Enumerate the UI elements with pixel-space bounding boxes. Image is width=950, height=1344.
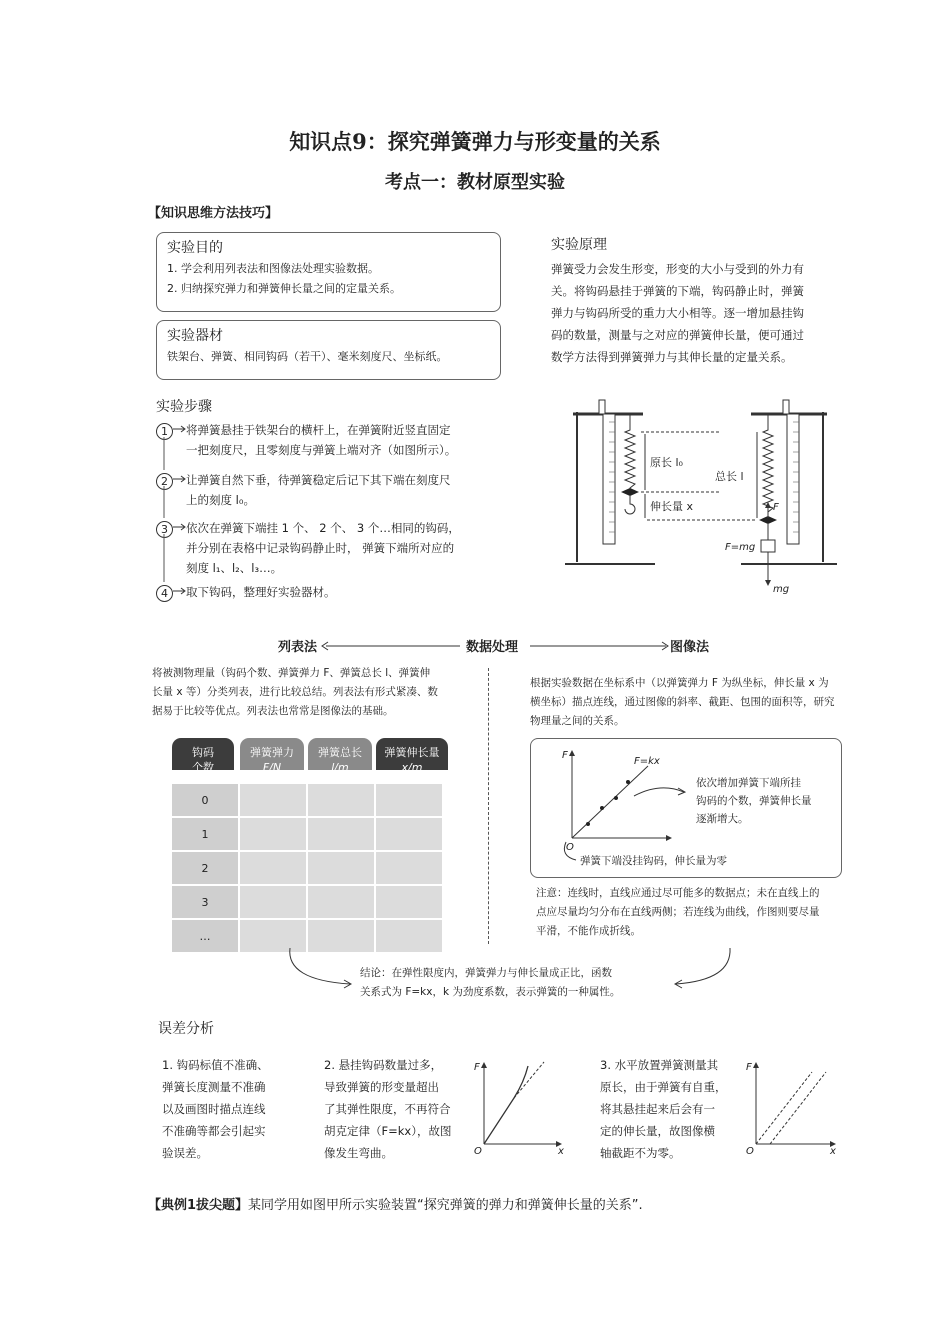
hooke-graph bbox=[530, 738, 840, 876]
error-title: 误差分析 bbox=[158, 1021, 214, 1037]
step-item bbox=[156, 420, 526, 457]
weight-label: mg bbox=[773, 584, 790, 595]
graph-note: 依次增加弹簧下端所挂 bbox=[696, 777, 801, 789]
svg-text:F: F bbox=[474, 1062, 480, 1073]
graph-method-desc bbox=[530, 674, 860, 731]
step-text: 让弹簧自然下垂，待弹簧稳定后记下其下端在刻度尺 bbox=[186, 473, 451, 487]
example-text: 某同学用如图甲所示实验装置“探究弹簧的弹力和弹簧伸长量的关系”. bbox=[248, 1198, 643, 1213]
step-number: 1 bbox=[156, 423, 173, 440]
step-number: 2 bbox=[156, 473, 173, 490]
table-header-cell: 弹簧总长 l/m bbox=[308, 738, 372, 770]
step-text: 取下钩码，整理好实验器材。 bbox=[186, 585, 336, 599]
error-graph-2 bbox=[470, 1058, 570, 1158]
table-header-cell: 钩码 个数 bbox=[172, 738, 234, 770]
step-item bbox=[156, 582, 526, 602]
step-item bbox=[156, 518, 526, 575]
table-row: 1 bbox=[172, 818, 442, 850]
table-header-cell: 弹簧弹力 F/N bbox=[240, 738, 304, 770]
equipment-text: 铁架台、弹簧、相同钩码（若干）、毫米刻度尺、坐标纸。 bbox=[167, 350, 448, 363]
step-number: 3 bbox=[156, 521, 173, 538]
list-method-desc bbox=[152, 664, 472, 721]
error-item-2: 2. 悬挂钩码数量过多， 导致弹簧的形变量超出 了其弹性限度，不再符合 胡克定律（F=kx），故图 像发生弯曲。 bbox=[324, 1058, 452, 1160]
desc-line: 将被测物理量（钩码个数、弹簧弹力 F、弹簧总长 l、弹簧伸 bbox=[152, 667, 431, 679]
principle-section bbox=[551, 234, 861, 368]
page-subtitle: 考点一：教材原型实验 bbox=[385, 172, 565, 193]
list-method-label: 列表法 bbox=[278, 640, 318, 655]
attention-line: 点应尽量均匀分布在直线两侧；若连线为曲线，作图则要尽量 bbox=[536, 906, 820, 918]
purpose-title: 实验目的 bbox=[167, 240, 223, 256]
data-table bbox=[170, 782, 444, 954]
steps-title: 实验步骤 bbox=[156, 399, 212, 415]
line-label: F=kx bbox=[634, 756, 660, 767]
step-item bbox=[156, 470, 526, 507]
table-row: … bbox=[172, 920, 442, 952]
axis-o-label: O bbox=[566, 842, 574, 853]
conclusion-line: 结论：在弹性限度内，弹簧弹力与伸长量成正比，函数 bbox=[360, 967, 612, 979]
principle-line: 弹簧受力会发生形变，形变的大小与受到的外力有 bbox=[551, 262, 804, 276]
step-text: 上的刻度 l₀。 bbox=[186, 493, 255, 507]
table-row: 3 bbox=[172, 886, 442, 918]
table-row: 0 bbox=[172, 784, 442, 816]
example-label: 【典例1拔尖题】 bbox=[148, 1198, 249, 1213]
page-title: 知识点9：探究弹簧弹力与形变量的关系 bbox=[289, 129, 661, 154]
step-text: 并分别在表格中记录钩码静止时， 弹簧下端所对应的 bbox=[186, 541, 455, 555]
purpose-item: 2. 归纳探究弹力和弹簧伸长量之间的定量关系。 bbox=[167, 282, 401, 295]
graph-note-bottom: 弹簧下端没挂钩码，伸长量为零 bbox=[580, 855, 727, 867]
error-graph-3 bbox=[742, 1058, 842, 1158]
step-text: 依次在弹簧下端挂 1 个、 2 个、 3 个…相同的钩码， bbox=[186, 521, 460, 535]
extension-label: 伸长量 x bbox=[650, 500, 694, 513]
conclusion bbox=[360, 964, 690, 1002]
equipment-title: 实验器材 bbox=[167, 328, 223, 344]
example-heading bbox=[148, 1194, 643, 1213]
principle-line: 关。将钩码悬挂于弹簧的下端，钩码静止时，弹簧 bbox=[551, 284, 804, 298]
desc-line: 长量 x 等）分类列表，进行比较总结。列表法有形式紧凑、数 bbox=[152, 686, 438, 698]
graph-note: 逐渐增大。 bbox=[696, 813, 749, 825]
svg-text:x: x bbox=[830, 1146, 836, 1157]
error-item-3: 3. 水平放置弹簧测量其 原长，由于弹簧有自重， 将其悬挂起来后会有一 定的伸长量，故图像横 轴截距不为零。 bbox=[600, 1058, 727, 1160]
equipment-box bbox=[156, 320, 501, 380]
svg-text:F: F bbox=[746, 1062, 752, 1073]
attention-note bbox=[536, 884, 856, 941]
attention-line: 注意：连线时，直线应通过尽可能多的数据点；未在直线上的 bbox=[536, 887, 820, 899]
svg-text:x: x bbox=[558, 1146, 564, 1157]
desc-line: 据易于比较等优点。列表法也常常是图像法的基础。 bbox=[152, 705, 394, 717]
svg-text:O: O bbox=[746, 1146, 754, 1157]
apparatus-diagram bbox=[555, 392, 855, 602]
step-text: 一把刻度尺，且零刻度与弹簧上端对齐（如图所示）。 bbox=[186, 443, 457, 457]
section-label: 【知识思维方法技巧】 bbox=[148, 206, 279, 221]
purpose-box bbox=[156, 232, 501, 312]
principle-line: 弹力与钩码所受的重力大小相等。逐一增加悬挂钩 bbox=[551, 306, 804, 320]
processing-divider bbox=[488, 668, 489, 944]
processing-arrows bbox=[320, 638, 680, 654]
purpose-item: 1. 学会利用列表法和图像法处理实验数据。 bbox=[167, 262, 379, 275]
svg-text:O: O bbox=[474, 1146, 482, 1157]
original-length-label: 原长 l₀ bbox=[650, 456, 683, 469]
error-item-1: 1. 钩码标值不准确、 弹簧长度测量不准确 以及画图时描点连线 不准确等都会引起实 验误差。 bbox=[162, 1058, 269, 1160]
graph-note: 钩码的个数，弹簧伸长量 bbox=[696, 795, 812, 807]
step-number: 4 bbox=[156, 585, 173, 602]
total-length-label: 总长 l bbox=[715, 470, 744, 483]
desc-line: 根据实验数据在坐标系中（以弹簧弹力 F 为纵坐标，伸长量 x 为 bbox=[530, 677, 829, 689]
conclusion-line: 关系式为 F=kx，k 为劲度系数，表示弹簧的一种属性。 bbox=[360, 986, 621, 998]
steps-section bbox=[156, 396, 516, 416]
attention-line: 平滑，不能作成折线。 bbox=[536, 925, 641, 937]
principle-line: 数学方法得到弹簧弹力与其伸长量的定量关系。 bbox=[551, 350, 793, 364]
axis-f-label: F bbox=[562, 750, 568, 761]
step-text: 将弹簧悬挂于铁架台的横杆上，在弹簧附近竖直固定 bbox=[186, 423, 451, 437]
desc-line: 物理量之间的关系。 bbox=[530, 715, 625, 727]
force-eq-label: F=mg bbox=[725, 542, 756, 553]
principle-line: 码的数量，测量与之对应的弹簧伸长量，便可通过 bbox=[551, 328, 804, 342]
table-header bbox=[172, 738, 448, 774]
step-text: 刻度 l₁、l₂、l₃…。 bbox=[186, 561, 283, 575]
table-row: 2 bbox=[172, 852, 442, 884]
principle-title: 实验原理 bbox=[551, 237, 607, 253]
table-header-cell: 弹簧伸长量 x/m bbox=[376, 738, 448, 770]
steps-connector bbox=[156, 420, 196, 600]
graph-method-label: 图像法 bbox=[670, 640, 710, 655]
desc-line: 横坐标）描点连线，通过图像的斜率、截距、包围的面积等，研究 bbox=[530, 696, 835, 708]
data-processing-label: 数据处理 bbox=[466, 640, 519, 655]
force-f-label: F bbox=[773, 502, 779, 513]
